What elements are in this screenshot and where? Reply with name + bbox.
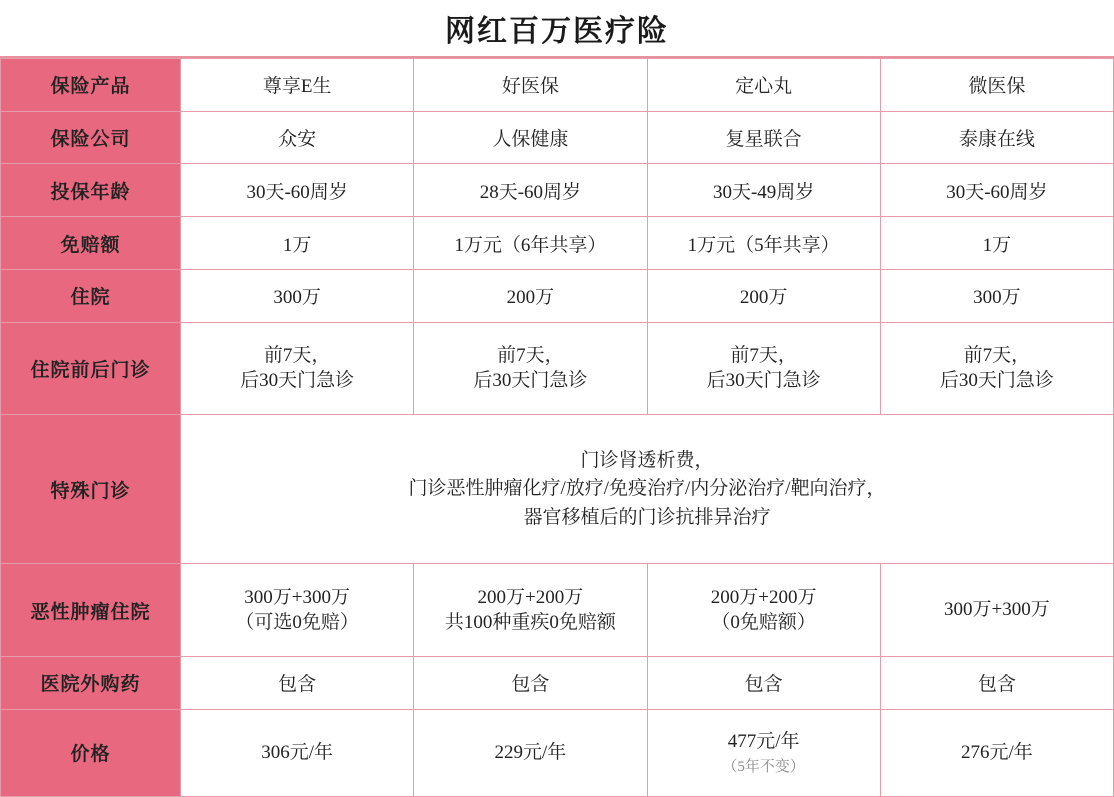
row-header-hospitalization: 住院 — [1, 269, 181, 322]
cell-product-3: 定心丸 — [647, 59, 880, 112]
row-header-deductible: 免赔额 — [1, 217, 181, 270]
cell-price-4 — [880, 709, 1113, 796]
cell-line: 门诊肾透析费， — [580, 449, 714, 471]
cell-price-1 — [181, 709, 414, 796]
row-header-price: 价格 — [1, 709, 181, 796]
table-row — [1, 164, 1114, 217]
cell-price-2 — [414, 709, 647, 796]
row-header-age: 投保年龄 — [1, 164, 181, 217]
cell-line: 300万+300万 — [944, 599, 1050, 621]
page-title: 网红百万医疗险 — [445, 15, 669, 48]
cell-line: 后30天门急诊 — [240, 370, 355, 392]
cell-hospitalization-1: 300万 — [181, 269, 414, 322]
cell-cancer-4 — [880, 564, 1113, 657]
cell-line: 共100种重疾0免赔额 — [444, 612, 616, 634]
row-header-company: 保险公司 — [1, 111, 181, 164]
cell-line: （可选0免赔） — [235, 612, 359, 634]
cell-product-1: 尊享E生 — [181, 59, 414, 112]
row-header-special-outpatient: 特殊门诊 — [1, 415, 181, 564]
table-row — [1, 564, 1114, 657]
cell-product-2: 好医保 — [414, 59, 647, 112]
cell-line: 后30天门急诊 — [473, 370, 588, 392]
cell-special-outpatient-merged — [181, 415, 1114, 564]
table-row — [1, 217, 1114, 270]
cell-hospitalization-4: 300万 — [880, 269, 1113, 322]
cell-company-3: 复星联合 — [647, 111, 880, 164]
insurance-comparison-table — [0, 58, 1114, 797]
cell-age-4: 30天-60周岁 — [880, 164, 1113, 217]
cell-line: 前7天， — [963, 344, 1031, 366]
cell-company-1: 众安 — [181, 111, 414, 164]
cell-age-2: 28天-60周岁 — [414, 164, 647, 217]
cell-line: 300万+300万 — [244, 586, 350, 608]
cell-age-1: 30天-60周岁 — [181, 164, 414, 217]
cell-cancer-3 — [647, 564, 880, 657]
cell-external-drugs-4: 包含 — [880, 657, 1113, 710]
cell-company-2: 人保健康 — [414, 111, 647, 164]
cell-outpatient-around-2 — [414, 322, 647, 415]
table-row — [1, 269, 1114, 322]
table-row — [1, 322, 1114, 415]
cell-line: 前7天， — [497, 344, 564, 366]
cell-cancer-2 — [414, 564, 647, 657]
cell-line: 器官移植后的门诊抗排异治疗 — [523, 506, 771, 528]
table-row — [1, 709, 1114, 796]
cell-line: 477元/年 — [727, 730, 800, 752]
cell-line: 200万+200万 — [710, 586, 817, 608]
cell-external-drugs-2: 包含 — [414, 657, 647, 710]
cell-line: （0免赔额） — [711, 612, 816, 634]
row-header-external-drugs: 医院外购药 — [1, 657, 181, 710]
cell-price-3 — [647, 709, 880, 796]
cell-product-4: 微医保 — [880, 59, 1113, 112]
cell-company-4: 泰康在线 — [880, 111, 1113, 164]
cell-line: 前7天， — [263, 344, 331, 366]
row-header-outpatient-around: 住院前后门诊 — [1, 322, 181, 415]
title-bar — [0, 0, 1114, 58]
cell-line: 306元/年 — [261, 742, 334, 764]
row-header-cancer-hospitalization: 恶性肿瘤住院 — [1, 564, 181, 657]
cell-outpatient-around-1 — [181, 322, 414, 415]
table-row — [1, 657, 1114, 710]
cell-line: 200万+200万 — [477, 586, 584, 608]
cell-line: 后30天门急诊 — [706, 370, 821, 392]
cell-deductible-2: 1万元（6年共享） — [414, 217, 647, 270]
table-row — [1, 59, 1114, 112]
cell-line: 276元/年 — [960, 742, 1033, 764]
cell-deductible-4: 1万 — [880, 217, 1113, 270]
cell-age-3: 30天-49周岁 — [647, 164, 880, 217]
cell-outpatient-around-4 — [880, 322, 1113, 415]
cell-deductible-3: 1万元（5年共享） — [647, 217, 880, 270]
cell-subnote: （5年不变） — [722, 758, 805, 775]
cell-line: 后30天门急诊 — [939, 370, 1054, 392]
cell-deductible-1: 1万 — [181, 217, 414, 270]
cell-cancer-1 — [181, 564, 414, 657]
cell-outpatient-around-3 — [647, 322, 880, 415]
cell-hospitalization-2: 200万 — [414, 269, 647, 322]
cell-line: 229元/年 — [494, 742, 567, 764]
cell-line: 门诊恶性肿瘤化疗/放疗/免疫治疗/内分泌治疗/靶向治疗， — [408, 478, 886, 500]
row-header-product: 保险产品 — [1, 59, 181, 112]
table-row — [1, 111, 1114, 164]
cell-line: 前7天， — [730, 344, 797, 366]
cell-external-drugs-1: 包含 — [181, 657, 414, 710]
cell-external-drugs-3: 包含 — [647, 657, 880, 710]
table-row — [1, 415, 1114, 564]
cell-hospitalization-3: 200万 — [647, 269, 880, 322]
